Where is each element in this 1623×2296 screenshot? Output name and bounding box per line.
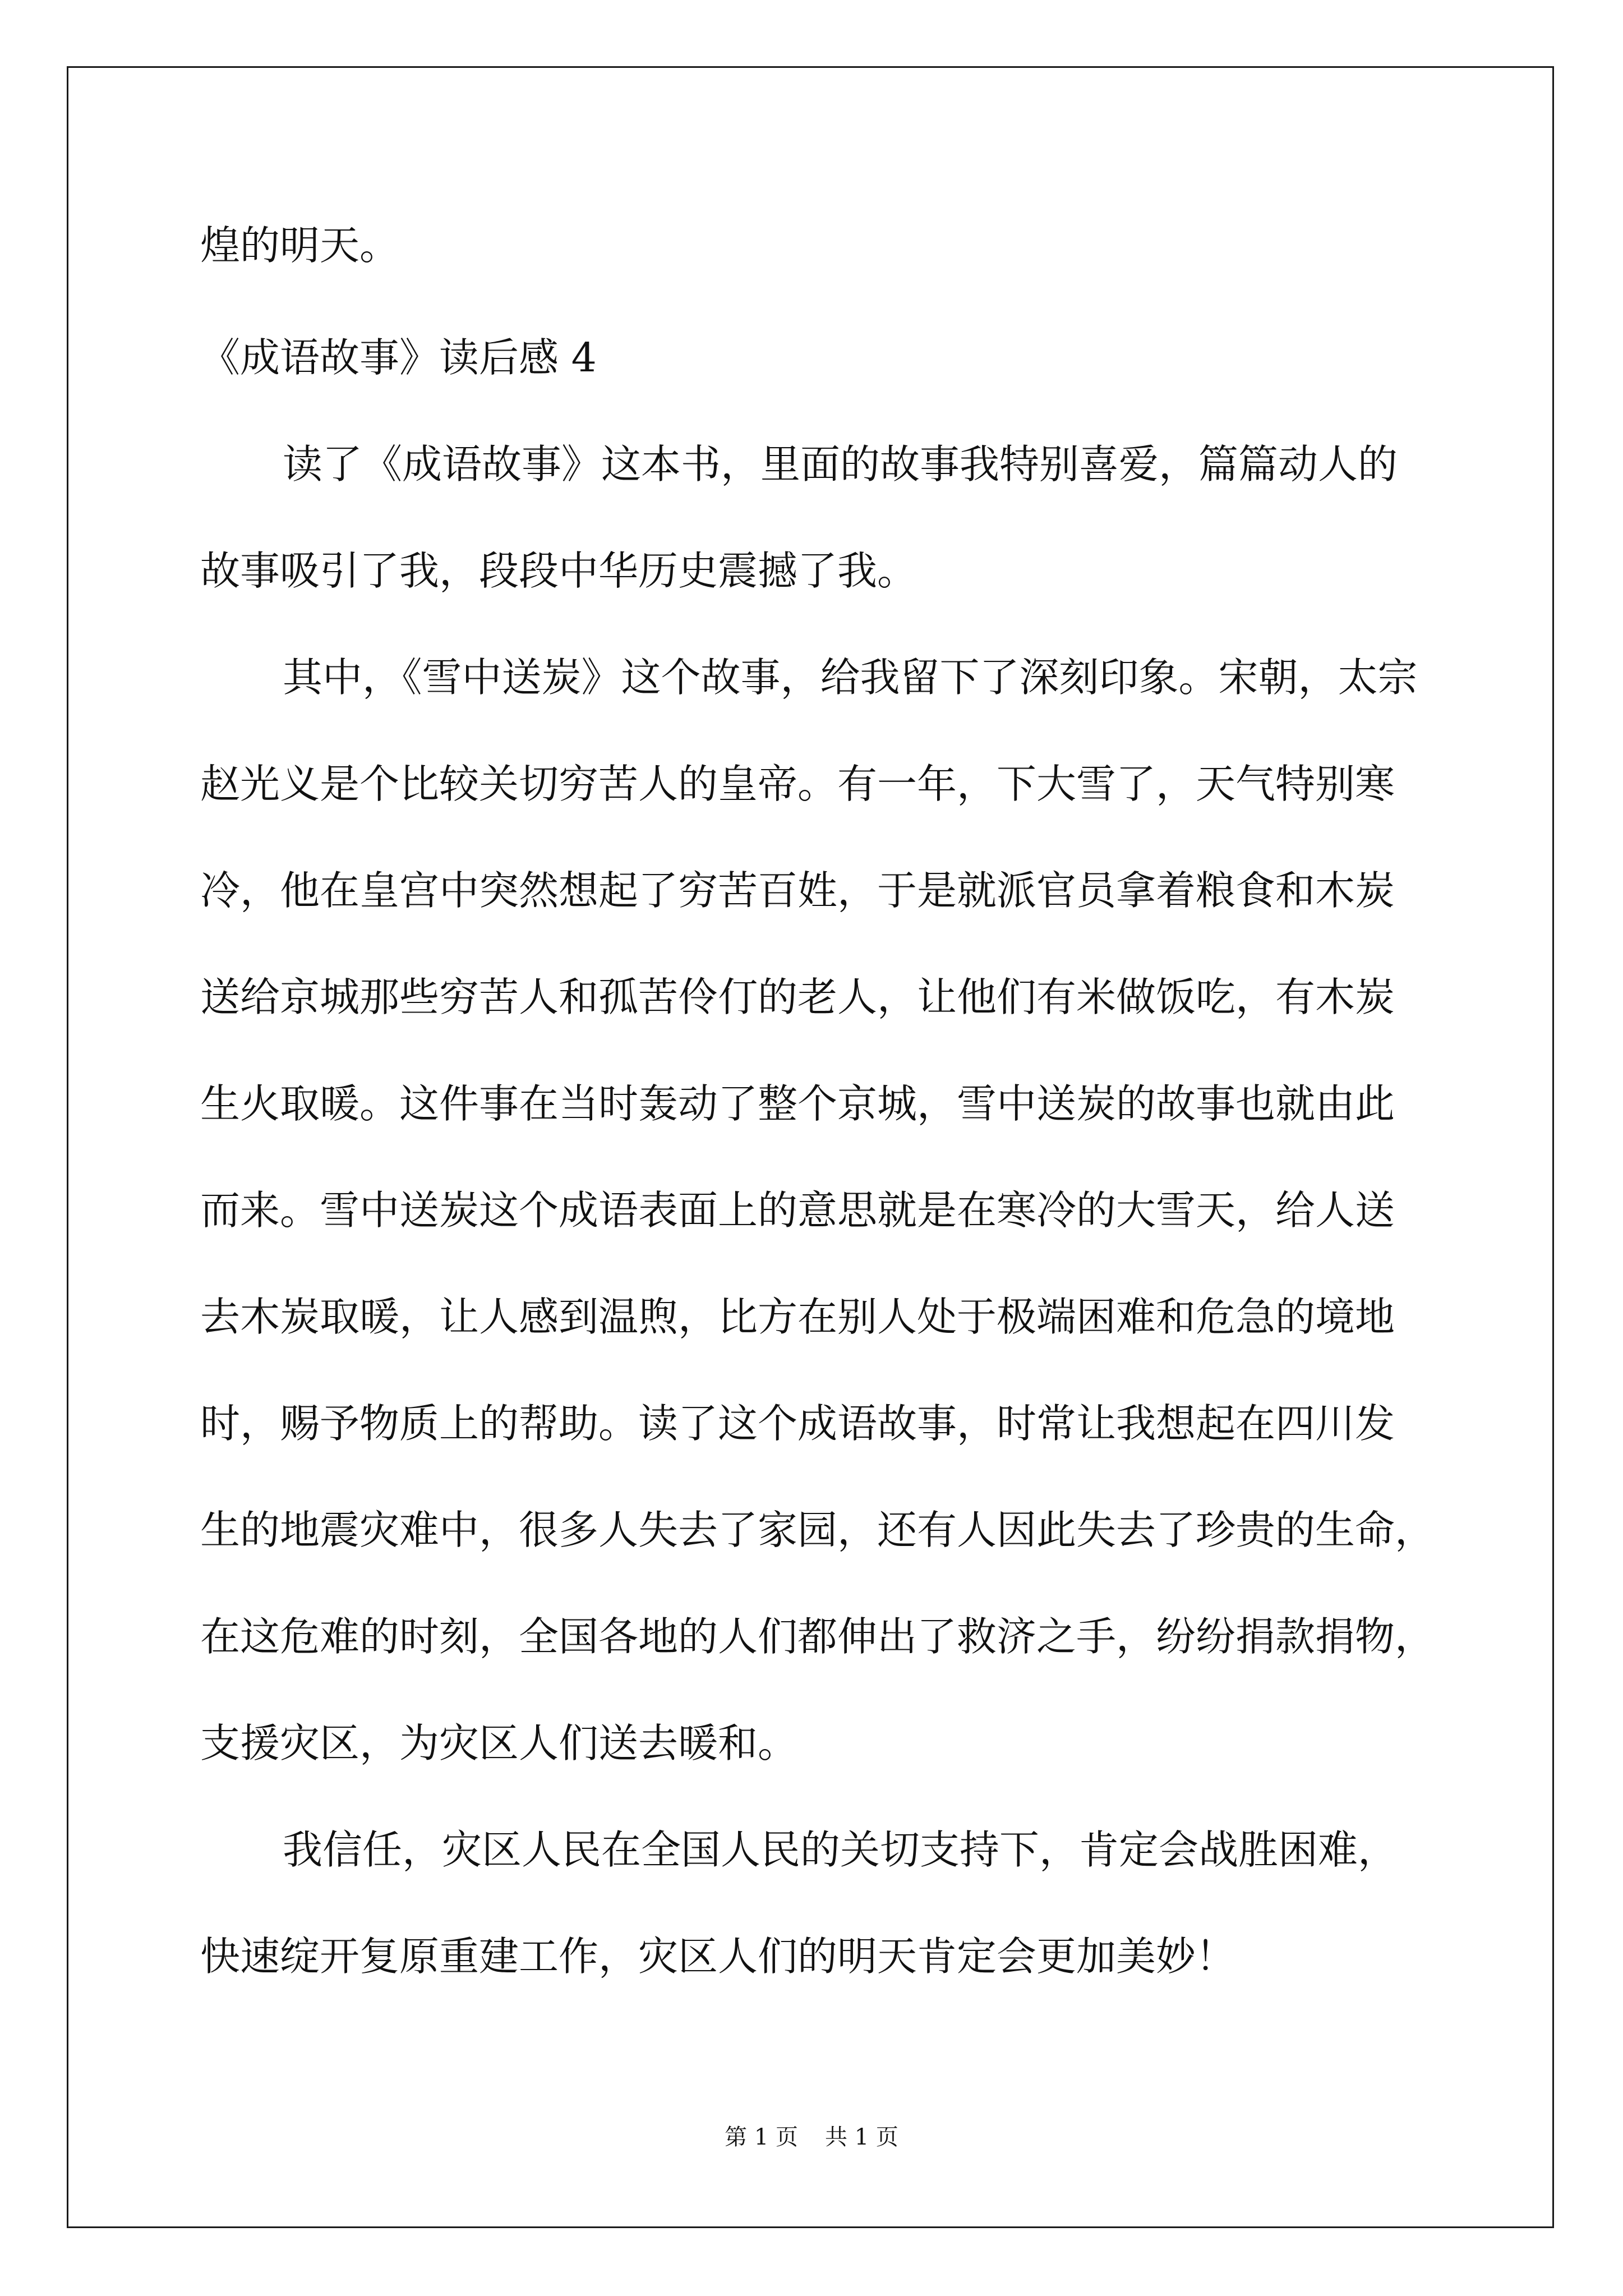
text-line-6: 赵光义是个比较关切穷苦人的皇帝。有一年，下大雪了，天气特别寒 (200, 761, 1395, 807)
page-number: 第 1 页 (725, 2124, 798, 2150)
page-footer (0, 2119, 1623, 2151)
text-line-11: 去木炭取暖，让人感到温煦，比方在别人处于极端困难和危急的境地 (200, 1294, 1395, 1340)
text-line-17: 快速绽开复原重建工作，灾区人们的明天肯定会更加美妙！ (200, 1933, 1236, 1980)
text-line-1: 煌的明天。 (200, 222, 400, 269)
text-line-12: 时，赐予物质上的帮助。读了这个成语故事，时常让我想起在四川发 (200, 1400, 1395, 1447)
text-line-4: 故事吸引了我，段段中华历史震撼了我。 (200, 547, 917, 594)
text-line-15: 支援灾区，为灾区人们送去暖和。 (200, 1720, 798, 1766)
page-border (67, 66, 1554, 2228)
text-line-7: 冷，他在皇宫中突然想起了穷苦百姓，于是就派官员拿着粮食和木炭 (200, 867, 1395, 914)
text-line-3: 读了《成语故事》这本书，里面的故事我特别喜爱，篇篇动人的 (283, 441, 1398, 487)
text-line-8: 送给京城那些穷苦人和孤苦伶仃的老人，让他们有米做饭吃，有木炭 (200, 974, 1395, 1020)
text-line-13: 生的地震灾难中，很多人失去了家园，还有人因此失去了珍贵的生命， (200, 1507, 1435, 1553)
section-heading: 《成语故事》读后感 4 (200, 334, 597, 381)
text-line-10: 而来。雪中送炭这个成语表面上的意思就是在寒冷的大雪天，给人送 (200, 1187, 1395, 1234)
text-line-16: 我信任，灾区人民在全国人民的关切支持下，肯定会战胜困难， (283, 1826, 1398, 1873)
page-total: 共 1 页 (825, 2124, 898, 2150)
text-line-5: 其中，《雪中送炭》这个故事，给我留下了深刻印象。宋朝，太宗 (283, 654, 1418, 701)
text-line-14: 在这危难的时刻，全国各地的人们都伸出了救济之手，纷纷捐款捐物， (200, 1613, 1435, 1660)
text-line-9: 生火取暖。这件事在当时轰动了整个京城，雪中送炭的故事也就由此 (200, 1080, 1395, 1127)
